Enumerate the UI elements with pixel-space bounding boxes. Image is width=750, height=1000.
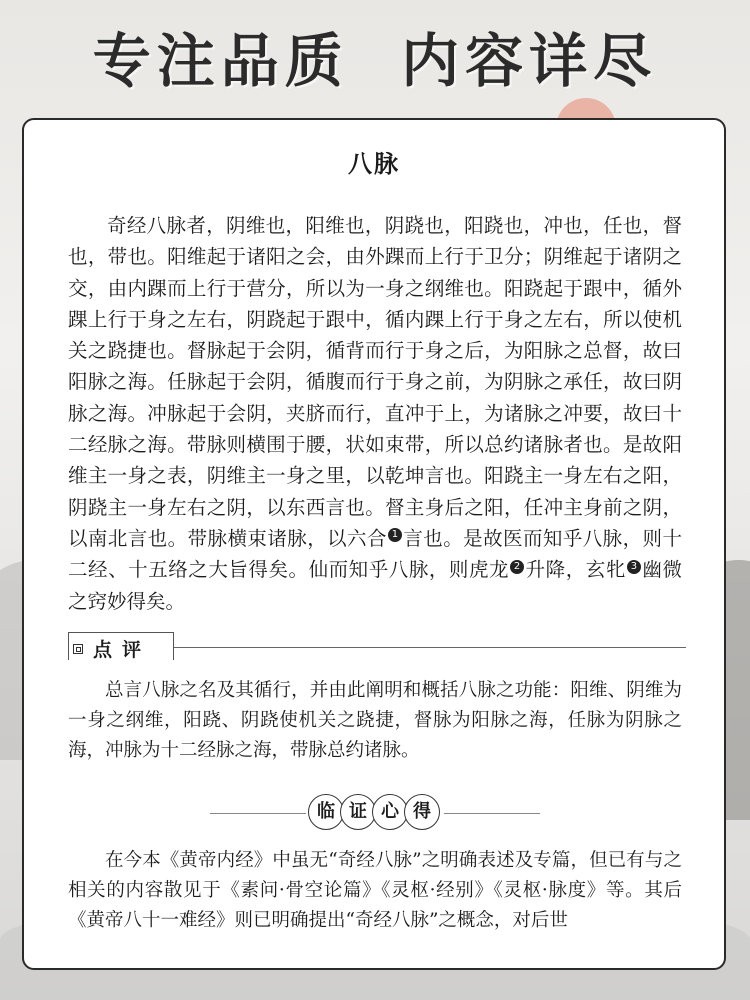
seal-char: 临 xyxy=(308,794,344,830)
book-page-card xyxy=(22,118,726,970)
section-label: 点评 xyxy=(93,639,152,661)
main-paragraph xyxy=(68,210,682,617)
comment-paragraph: 总言八脉之名及其循行，并由此阐明和概括八脉之功能：阳维、阴维为一身之纲维，阳跷、阴跷使机关之跷捷，督脉为阳脉之海，任脉为阴脉之海，冲脉为十二经脉之海，带脉总约诸脉。 xyxy=(68,680,682,761)
banner-title: 专注品质 内容详尽 xyxy=(92,27,658,95)
footnote-marker: 3 xyxy=(627,560,641,574)
seal-characters xyxy=(308,792,442,834)
seal-char: 证 xyxy=(340,794,376,830)
section-tab xyxy=(68,632,174,660)
footnote-marker: 1 xyxy=(388,528,402,542)
heading-line-right xyxy=(444,813,540,814)
heading-line-left xyxy=(210,813,306,814)
experience-paragraph: 在今本《黄帝内经》中虽无“奇经八脉”之明确表述及专篇，但已有与之相关的内容散见于《素问·骨空论篇》《灵枢·经别》《灵枢·脉度》等。其后《黄帝八十一难经》则已明确提出“奇经八脉”之概念，对后世 xyxy=(68,850,682,931)
main-text-part: 幽微之窍妙得矣。 xyxy=(68,558,682,613)
spiral-icon xyxy=(73,644,83,654)
comment-section-header xyxy=(68,632,686,662)
main-text-part: 言也。是故医而知乎八脉，则十二经、十五络之大旨得矣。仙而知乎八脉，则虎龙 xyxy=(68,526,682,582)
section-divider xyxy=(168,647,686,648)
banner xyxy=(0,0,750,120)
page-title: 八脉 xyxy=(348,149,400,178)
clinical-experience-heading xyxy=(24,792,724,834)
main-text-part: 奇经八脉者，阴维也，阳维也，阴跷也，阳跷也，冲也，任也，督也，带也。阳维起于诸阳之会，由外踝而上行于卫分；阴维起于诸阴之交，由内踝而上行于营分，所以为一身之纲维也。阳跷起于跟中，循外踝上行于身之左右，阴跷起于跟中，循内踝上行于身之左右，所以使机关之跷捷也。督脉起于会阴，循背而行于身之后，为阳脉之总督，故曰阳脉之海。任脉起于会阴，循腹而行于身之前，为阴脉之承任，故曰阴脉之海。冲脉起于会阴，夹脐而行，直冲于上，为诸脉之冲要，故曰十二经脉之海。带脉则横围于腰，状如束带，所以总约诸脉者也。是故阳维主一身之表，阴维主一身之里，以乾坤言也。阳跷主一身左右之阳，阴跷主一身左右之阴，以东西言也。督主身后之阳，任冲主身前之阴，以南北言也。带脉横束诸脉，以六合 xyxy=(68,214,682,550)
main-text-part: 升降，玄牝 xyxy=(525,558,626,582)
seal-char: 得 xyxy=(404,794,440,830)
footnote-marker: 2 xyxy=(510,560,524,574)
seal-char: 心 xyxy=(372,794,408,830)
